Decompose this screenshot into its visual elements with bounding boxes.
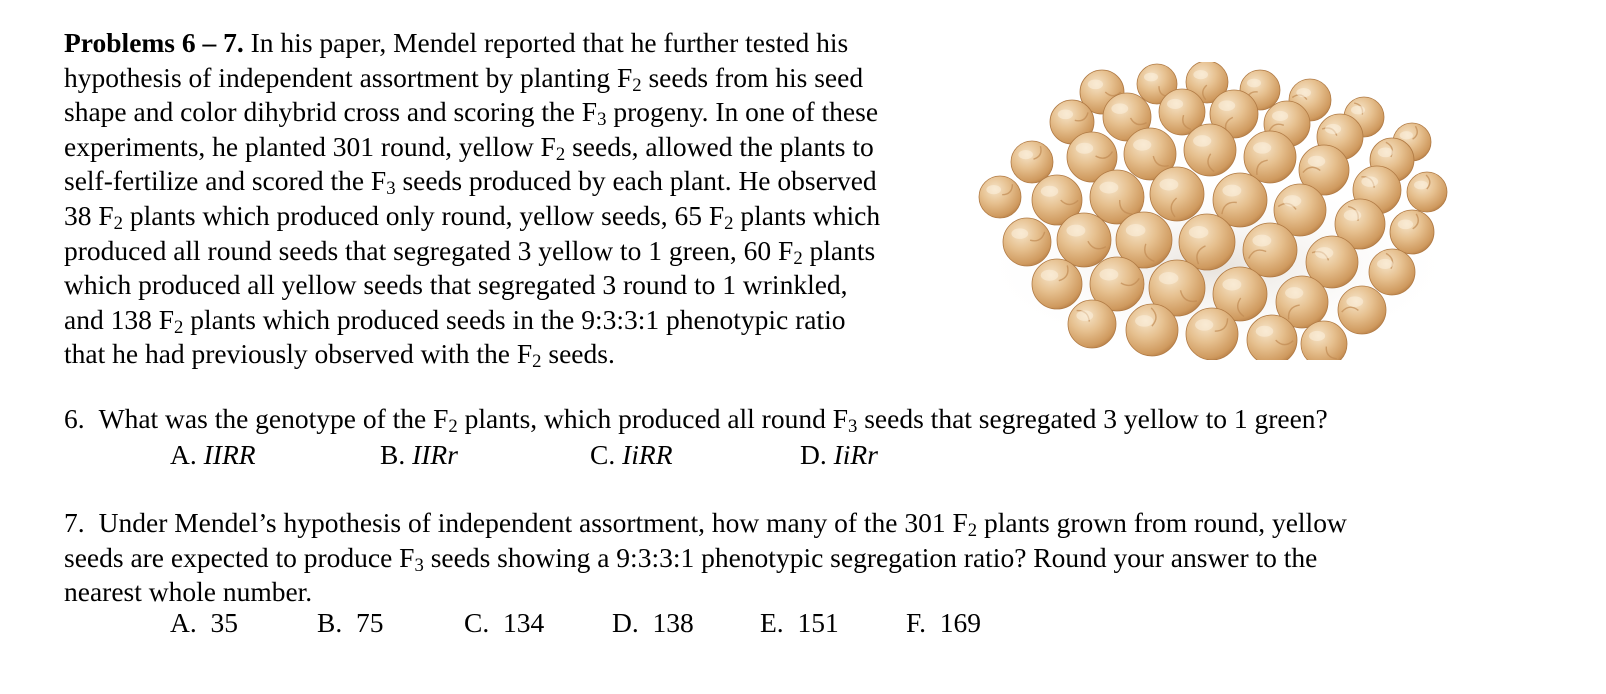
intro-line: which produced all yellow seeds that segregated 3 round to 1 wrinkled,: [64, 269, 848, 301]
chickpea-seed: [1057, 213, 1111, 267]
chickpea-seed: [1247, 315, 1297, 360]
choice-7c: C. 134: [464, 607, 545, 638]
chickpea-seed: [1338, 286, 1386, 334]
choice-6d: D. IiRr: [800, 439, 878, 470]
choice-6a: A. IIRR: [170, 439, 256, 470]
chickpea-seed: [1407, 172, 1447, 212]
intro-line: that he had previously observed with the $F_2$ seeds.: [64, 338, 615, 373]
intro-line: hypothesis of independent assortment by planting $F_2$ seeds from his seed: [64, 61, 864, 96]
chickpea-seed: [1032, 259, 1082, 309]
choice-7a: A. 35: [170, 607, 238, 638]
chickpea-seed: [979, 176, 1021, 218]
choice-7f: F. 169: [906, 607, 981, 638]
choice-7b: B. 75: [317, 607, 384, 638]
problem-heading: Problems 6 – 7.: [64, 27, 244, 58]
chickpea-seed: [1390, 210, 1434, 254]
question-7-line: 7. Under Mendel’s hypothesis of independent assortment, how many of the 301 $F_2$ plants grown from round, yellow: [64, 507, 1347, 542]
intro-line: shape and color dihybrid cross and scoring the $F_3$ progeny. In one of these: [64, 96, 879, 131]
question-number: 6.: [64, 403, 85, 434]
choice-6b: B. IIRr: [380, 439, 458, 470]
chickpea-seed: [1150, 167, 1204, 221]
question-6-text: 6. What was the genotype of the $F_2$ plants, which produced all round $F_3$ seeds that segregated 3 yellow to 1 green?: [64, 403, 1328, 438]
chickpea-seed: [1369, 249, 1415, 295]
chickpea-seeds-image: [972, 62, 1456, 360]
question-7-line: seeds are expected to produce $F_3$ seeds showing a 9:3:3:1 phenotypic segregation ratio? Round your answer to the: [64, 541, 1318, 576]
chickpea-seed: [1244, 131, 1296, 183]
chickpea-seed: [1011, 141, 1053, 183]
intro-line: 38 $F_2$ plants which produced only round, yellow seeds, 65 $F_2$ plants which: [64, 199, 881, 235]
problem-intro-paragraph: [64, 26, 964, 372]
question-7: [64, 506, 1544, 610]
choice-6c: C. IiRR: [590, 439, 673, 470]
intro-line: self-fertilize and scored the $F_3$ seeds produced by each plant. He observed: [64, 165, 877, 200]
chickpea-seed: [1003, 218, 1051, 266]
question-7-line: nearest whole number.: [64, 576, 313, 608]
question-number: 7.: [64, 507, 85, 538]
choice-7d: D. 138: [612, 607, 694, 638]
choice-7e: E. 151: [760, 607, 839, 638]
chickpea-seed: [1186, 308, 1238, 360]
intro-line: Problems 6 – 7. In his paper, Mendel reported that he further tested his: [64, 27, 849, 58]
intro-line: produced all round seeds that segregated 3 yellow to 1 green, 60 $F_2$ plants: [64, 234, 876, 269]
chickpea-seed: [1243, 223, 1297, 277]
chickpea-seed: [1184, 124, 1236, 176]
chickpea-seed: [1068, 300, 1116, 348]
intro-line: and 138 $F_2$ plants which produced seeds in the 9:3:3:1 phenotypic ratio: [64, 303, 846, 338]
question-6: [64, 402, 1544, 437]
chickpea-seed: [1126, 304, 1178, 356]
intro-line: experiments, he planted 301 round, yellow $F_2$ seeds, allowed the plants to: [64, 130, 874, 165]
